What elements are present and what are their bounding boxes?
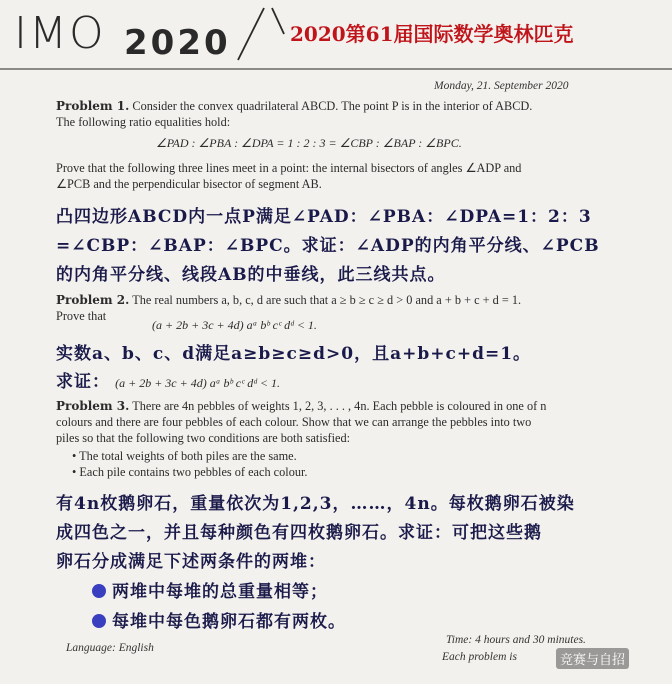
- problem1-text1: Consider the convex quadrilateral ABCD. The point P is in the interior of ABCD.: [132, 99, 533, 113]
- bullet-icon: •: [72, 449, 80, 463]
- problem3-cn2: 成四色之一，并且每种颜色有四枚鹅卵石。求证：可把这些鹅: [56, 523, 542, 543]
- problem3-line1: [56, 398, 546, 414]
- problem2-cn2: [56, 368, 280, 397]
- problem3-text2: colours and there are four pebbles of each colour. Show that we can arrange the pebbles into two: [56, 415, 532, 429]
- problem3-bullet2: • Each pile contains two pebbles of each colour.: [72, 465, 308, 479]
- logo-year: 2020: [124, 23, 231, 63]
- problem2-text2: Prove that: [56, 309, 107, 323]
- bullet-icon: •: [72, 465, 80, 479]
- problem1-text3: Prove that the following three lines meet in a point: the internal bisectors of angles ∠ADP and: [56, 161, 522, 175]
- imo-logo: [14, 8, 106, 59]
- problem3-text3: piles so that the following two conditions are both satisfied:: [56, 431, 351, 445]
- problem2-cn2-formula: (a + 2b + 3c + 4d) aᵃ bᵇ cᶜ dᵈ < 1.: [115, 376, 281, 390]
- problem1-cn2: =∠CBP：∠BAP：∠BPC。求证：∠ADP的内角平分线、∠PCB: [56, 236, 600, 256]
- problem2-text1: The real numbers a, b, c, d are such that a ≥ b ≥ c ≥ d > 0 and a + b + c + d = 1.: [132, 293, 522, 307]
- problem1-line1: [56, 98, 532, 114]
- problem1-label: Problem 1.: [56, 99, 130, 113]
- footer-time: Time: 4 hours and 30 minutes.: [446, 634, 586, 646]
- problem2-line1: [56, 292, 521, 308]
- problem3-bullet1: • The total weights of both piles are the same.: [72, 449, 297, 463]
- problem1-cn1: 凸四边形ABCD内一点P满足∠PAD：∠PBA：∠DPA=1：2：3: [56, 207, 592, 227]
- problem1-text4: ∠PCB and the perpendicular bisector of segment AB.: [56, 177, 322, 191]
- problem2-formula: (a + 2b + 3c + 4d) aᵃ bᵇ cᶜ dᵈ < 1.: [152, 318, 317, 332]
- problem3-label: Problem 3.: [56, 399, 130, 413]
- footer-points: Each problem is: [442, 651, 517, 663]
- exam-date: Monday, 21. September 2020: [434, 80, 569, 92]
- problem1-formula: ∠PAD : ∠PBA : ∠DPA = 1 : 2 : 3 = ∠CBP : ∠BAP : ∠BPC.: [156, 136, 462, 150]
- problem3-cn-bullet1: 两堆中每堆的总重量相等；: [92, 578, 328, 607]
- bullet-dot-icon: [92, 584, 106, 598]
- problem3-text1: There are 4n pebbles of weights 1, 2, 3, . . . , 4n. Each pebble is coloured in one of n: [132, 399, 547, 413]
- logo-slash-icon: [236, 4, 286, 64]
- footer-language: Language: English: [66, 642, 154, 654]
- problem3-cn3: 卵石分成满足下述两条件的两堆：: [56, 552, 326, 572]
- logo-text: IMO: [14, 8, 106, 59]
- watermark: 竞赛与自招: [556, 648, 629, 669]
- problem3-cn-bullet2: 每堆中每色鹅卵石都有两枚。: [92, 608, 346, 637]
- problem1-cn3: 的内角平分线、线段AB的中垂线，此三线共点。: [56, 265, 446, 285]
- problem2-cn2-label: 求证：: [56, 372, 110, 392]
- page-title: 2020第61届国际数学奥林匹克: [290, 22, 574, 46]
- problem3-cn1: 有4n枚鹅卵石，重量依次为1,2,3，……，4n。每枚鹅卵石被染: [56, 494, 575, 514]
- problem1-text2: The following ratio equalities hold:: [56, 115, 231, 129]
- header-rule: [0, 68, 672, 70]
- bullet-dot-icon: [92, 614, 106, 628]
- problem2-cn1: 实数a、b、c、d满足a≥b≥c≥d>0，且a+b+c+d=1。: [56, 344, 532, 364]
- problem2-label: Problem 2.: [56, 293, 130, 307]
